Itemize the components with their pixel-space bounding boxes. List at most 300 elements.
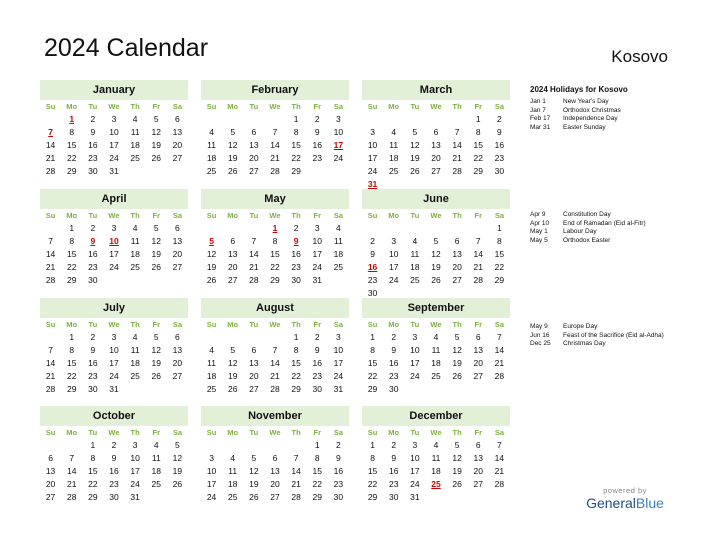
day-cell: 12 [227,140,238,150]
month-grid [362,100,510,191]
day-blank [61,439,82,452]
weekday-label: Th [130,102,140,111]
day-cell: 15 [367,466,378,476]
day-cell: 22 [367,479,378,489]
weekday-label: Th [452,320,462,329]
day-holiday: 5 [209,236,214,246]
day-cell: 21 [66,479,77,489]
month-header: May [201,189,349,209]
day-cell: 18 [333,249,344,259]
day-cell: 18 [431,466,441,476]
day-cell: 9 [497,127,502,137]
weekday-label: Tu [249,211,259,220]
day-cell: 26 [151,153,161,163]
day-cell: 19 [227,371,238,381]
weekday-label: Th [452,102,462,111]
day-cell: 24 [109,371,119,381]
day-cell: 12 [452,345,462,355]
day-cell: 15 [494,249,505,259]
month-grid [40,318,188,396]
holiday-date: Apr 10 [530,219,550,227]
day-cell: 19 [452,358,462,368]
holiday-name: Easter Sunday [563,123,606,131]
day-cell: 30 [88,275,98,285]
day-cell: 17 [410,466,420,476]
day-cell: 25 [130,262,140,272]
day-cell: 24 [109,262,119,272]
day-cell: 11 [207,358,216,368]
weekday-label: Sa [333,102,343,111]
day-cell: 18 [130,358,140,368]
day-cell: 23 [88,262,98,272]
weekday-label: Tu [88,428,98,437]
day-cell: 2 [497,114,502,124]
weekday-label: We [108,102,120,111]
day-cell: 31 [333,384,344,394]
weekday-label: Su [45,428,56,437]
day-cell: 5 [153,223,159,233]
day-cell: 20 [227,262,238,272]
month-may [201,189,349,287]
day-blank [243,439,264,452]
day-cell: 4 [209,345,214,355]
day-cell: 27 [172,262,183,272]
holiday-date: Jan 1 [530,98,546,105]
day-cell: 6 [175,332,180,342]
day-cell: 5 [175,440,180,450]
day-cell: 28 [270,384,280,394]
day-blank [447,222,468,235]
day-cell: 18 [130,249,140,259]
holiday-list-q3 [530,323,680,349]
brand-name-general: General [586,495,636,511]
day-cell: 6 [48,453,53,463]
day-cell: 10 [388,249,399,259]
holiday-row [530,323,680,332]
day-cell: 30 [388,492,399,502]
day-blank [383,113,404,126]
day-cell: 3 [111,223,117,233]
day-cell: 22 [494,262,505,272]
day-cell: 7 [272,345,278,355]
day-cell: 23 [367,275,378,285]
day-cell: 4 [132,114,138,124]
day-cell: 12 [227,358,238,368]
day-cell: 18 [206,153,217,163]
month-december [362,406,510,504]
holiday-name: End of Ramadan (Eid al-Fitr) [563,219,646,227]
day-cell: 7 [497,440,502,450]
day-cell: 8 [69,236,75,246]
weekday-label: Fr [152,320,161,329]
day-cell: 27 [452,275,462,285]
holiday-name: Orthodox Christmas [563,106,621,114]
day-cell: 29 [291,384,301,394]
day-cell: 1 [69,223,75,233]
day-holiday: 7 [48,127,53,137]
holiday-date: Dec 25 [530,340,551,347]
day-cell: 24 [367,166,378,176]
day-cell: 20 [45,479,56,489]
weekday-label: Mo [66,320,78,329]
holiday-date: Apr 9 [530,211,546,218]
day-cell: 14 [66,466,77,476]
day-cell: 9 [336,453,341,463]
weekday-label: Fr [152,211,161,220]
weekday-label: Sa [333,211,343,220]
day-cell: 10 [333,127,344,137]
holiday-name: Constitution Day [563,211,611,218]
weekday-label: Su [45,102,56,111]
day-cell: 12 [151,127,161,137]
weekday-label: Tu [88,320,98,329]
day-cell: 16 [333,466,344,476]
day-cell: 1 [370,440,375,450]
day-blank [362,113,383,126]
day-blank [222,331,243,344]
weekday-label: Th [130,428,140,437]
weekday-label: Tu [410,320,420,329]
month-april [40,189,188,287]
day-cell: 23 [109,479,119,489]
day-cell: 8 [272,236,278,246]
weekday-label: Th [291,102,301,111]
day-cell: 8 [90,453,96,463]
weekday-label: Su [367,102,378,111]
day-blank [264,331,285,344]
month-june [362,189,510,300]
day-cell: 22 [291,371,301,381]
day-cell: 16 [388,466,399,476]
day-cell: 26 [452,371,462,381]
day-cell: 14 [494,453,505,463]
day-cell: 28 [66,492,77,502]
day-cell: 28 [494,371,505,381]
day-cell: 4 [336,223,341,233]
day-cell: 14 [45,249,56,259]
day-cell: 17 [367,153,378,163]
day-blank [222,439,243,452]
day-cell: 22 [291,153,301,163]
day-cell: 28 [45,384,56,394]
holiday-name: Orthodox Easter [563,236,611,244]
day-cell: 24 [333,153,344,163]
holiday-row [530,228,680,237]
weekday-label: Su [206,320,217,329]
weekday-label: Sa [172,428,182,437]
day-cell: 20 [431,153,441,163]
weekday-label: Mo [227,428,239,437]
day-cell: 24 [388,275,399,285]
month-grid [40,426,188,504]
day-cell: 25 [333,262,344,272]
day-cell: 20 [270,479,280,489]
holiday-row [530,115,680,124]
weekday-label: Tu [249,428,259,437]
day-cell: 24 [410,371,420,381]
weekday-label: We [108,428,120,437]
day-cell: 25 [388,166,399,176]
day-cell: 21 [270,371,280,381]
day-cell: 19 [206,262,217,272]
month-july [40,298,188,396]
day-cell: 23 [312,153,322,163]
holiday-date: Feb 17 [530,115,551,122]
month-grid [40,100,188,178]
day-cell: 26 [151,371,161,381]
day-blank [201,331,222,344]
day-cell: 7 [454,127,460,137]
weekday-label: Sa [172,320,182,329]
day-cell: 22 [367,371,378,381]
month-october [40,406,188,504]
day-cell: 15 [66,358,77,368]
day-cell: 29 [367,384,378,394]
day-cell: 6 [251,345,257,355]
day-cell: 13 [249,140,259,150]
day-cell: 16 [88,249,98,259]
day-cell: 23 [312,371,322,381]
brand-name-blue: Blue [635,495,664,511]
day-cell: 10 [367,140,378,150]
month-header: February [201,80,349,100]
day-cell: 9 [90,127,96,137]
day-cell: 19 [227,153,238,163]
weekday-label: We [269,428,281,437]
day-cell: 25 [227,492,238,502]
weekday-label: Tu [410,428,420,437]
day-blank [40,113,61,126]
day-cell: 25 [206,166,217,176]
day-cell: 19 [151,140,161,150]
day-cell: 16 [109,466,119,476]
day-cell: 21 [291,479,301,489]
weekday-label: Sa [494,102,504,111]
day-cell: 1 [314,440,320,450]
weekday-label: Th [291,320,301,329]
weekday-label: Sa [172,211,182,220]
day-cell: 11 [410,249,420,259]
weekday-label: Su [367,428,378,437]
weekday-label: Su [206,211,217,220]
day-holiday: 9 [90,236,96,246]
weekday-label: Mo [66,428,78,437]
day-cell: 29 [291,166,301,176]
day-holiday: 9 [293,236,299,246]
weekday-label: Su [206,102,217,111]
day-cell: 16 [312,358,322,368]
day-cell: 17 [206,479,217,489]
day-cell: 14 [494,345,505,355]
day-cell: 4 [391,127,397,137]
weekday-label: Th [452,428,462,437]
day-cell: 31 [312,275,322,285]
day-cell: 15 [66,249,77,259]
day-cell: 5 [251,453,257,463]
day-cell: 29 [66,275,77,285]
holiday-list-q1 [530,85,680,132]
day-cell: 27 [249,166,259,176]
day-cell: 26 [172,479,183,489]
day-cell: 4 [132,332,138,342]
month-grid [362,318,510,396]
day-cell: 29 [66,166,77,176]
month-header: September [362,298,510,318]
day-cell: 12 [410,140,420,150]
weekday-label: Mo [388,102,400,111]
holiday-list-q2 [530,211,680,245]
weekday-label: Sa [172,102,182,111]
month-september [362,298,510,396]
day-cell: 26 [410,166,420,176]
holiday-row [530,237,680,246]
day-cell: 24 [410,479,420,489]
day-cell: 3 [391,236,397,246]
day-cell: 7 [497,332,502,342]
day-cell: 13 [270,466,280,476]
holiday-name: Labour Day [563,228,597,235]
day-cell: 4 [132,223,138,233]
day-cell: 14 [452,140,462,150]
weekday-label: Sa [333,428,343,437]
day-cell: 6 [175,223,180,233]
day-cell: 13 [473,345,483,355]
weekday-label: Mo [227,320,239,329]
day-cell: 18 [206,371,217,381]
day-cell: 22 [270,262,280,272]
weekday-label: Tu [410,211,420,220]
weekday-label: Su [45,211,56,220]
day-cell: 9 [391,453,397,463]
day-cell: 4 [153,440,159,450]
day-blank [425,113,446,126]
month-header: November [201,406,349,426]
day-blank [286,439,307,452]
brand-logo [585,486,665,511]
day-cell: 24 [333,371,344,381]
day-cell: 31 [109,166,119,176]
day-cell: 14 [45,140,56,150]
day-cell: 8 [370,345,375,355]
day-holiday: 1 [272,223,278,233]
day-cell: 9 [391,345,397,355]
day-cell: 31 [109,384,119,394]
weekday-label: We [430,211,442,220]
day-cell: 26 [452,479,462,489]
day-cell: 2 [293,223,299,233]
day-blank [404,113,425,126]
day-cell: 27 [172,153,183,163]
day-cell: 1 [293,114,299,124]
day-cell: 30 [494,166,505,176]
day-cell: 11 [228,466,238,476]
day-cell: 26 [227,166,238,176]
day-cell: 13 [172,345,183,355]
month-grid [201,426,349,504]
day-holiday: 31 [367,179,378,189]
day-cell: 15 [291,140,301,150]
holiday-row [530,211,680,220]
day-cell: 1 [69,332,75,342]
day-cell: 6 [475,440,481,450]
day-cell: 24 [109,153,119,163]
month-grid [201,100,349,178]
day-cell: 21 [452,153,462,163]
weekday-label: Fr [313,428,322,437]
day-cell: 3 [412,332,418,342]
day-cell: 29 [88,492,98,502]
day-blank [40,222,61,235]
day-cell: 9 [370,249,375,259]
day-cell: 13 [45,466,56,476]
day-cell: 20 [249,153,259,163]
day-cell: 19 [151,249,161,259]
holidays-title: 2024 Holidays for Kosovo [530,85,628,94]
day-cell: 15 [312,466,322,476]
day-cell: 2 [391,332,397,342]
day-cell: 2 [336,440,341,450]
day-cell: 11 [389,140,399,150]
day-blank [243,222,264,235]
day-cell: 24 [312,262,322,272]
day-cell: 30 [312,384,322,394]
holiday-name: Europe Day [563,323,598,330]
day-cell: 25 [431,371,441,381]
day-cell: 10 [312,236,322,246]
day-cell: 15 [367,358,378,368]
holiday-row [530,332,680,341]
day-cell: 4 [433,332,439,342]
day-cell: 11 [130,236,140,246]
day-cell: 26 [431,275,441,285]
day-cell: 30 [291,275,301,285]
day-cell: 2 [90,114,96,124]
month-grid [201,318,349,396]
day-cell: 5 [153,332,159,342]
day-cell: 25 [130,371,140,381]
weekday-label: Mo [66,211,78,220]
day-cell: 30 [333,492,344,502]
day-cell: 19 [151,358,161,368]
day-cell: 8 [293,345,299,355]
day-cell: 20 [172,140,183,150]
holiday-row [530,107,680,116]
day-cell: 19 [249,479,259,489]
day-cell: 10 [130,453,140,463]
day-cell: 6 [433,127,439,137]
weekday-label: Tu [249,102,259,111]
day-cell: 23 [388,371,399,381]
day-cell: 25 [151,479,161,489]
weekday-label: Sa [494,320,504,329]
month-grid [201,209,349,287]
month-grid [362,209,510,300]
day-cell: 18 [130,140,140,150]
weekday-label: Mo [388,320,400,329]
weekday-label: Fr [474,211,483,220]
weekday-label: Tu [410,102,420,111]
day-cell: 21 [270,153,280,163]
day-cell: 1 [370,332,375,342]
month-grid [40,209,188,287]
day-cell: 31 [130,492,140,502]
day-cell: 30 [88,166,98,176]
day-cell: 24 [206,492,217,502]
weekday-label: Mo [227,102,239,111]
day-cell: 18 [388,153,399,163]
day-cell: 23 [333,479,344,489]
day-cell: 12 [151,236,161,246]
